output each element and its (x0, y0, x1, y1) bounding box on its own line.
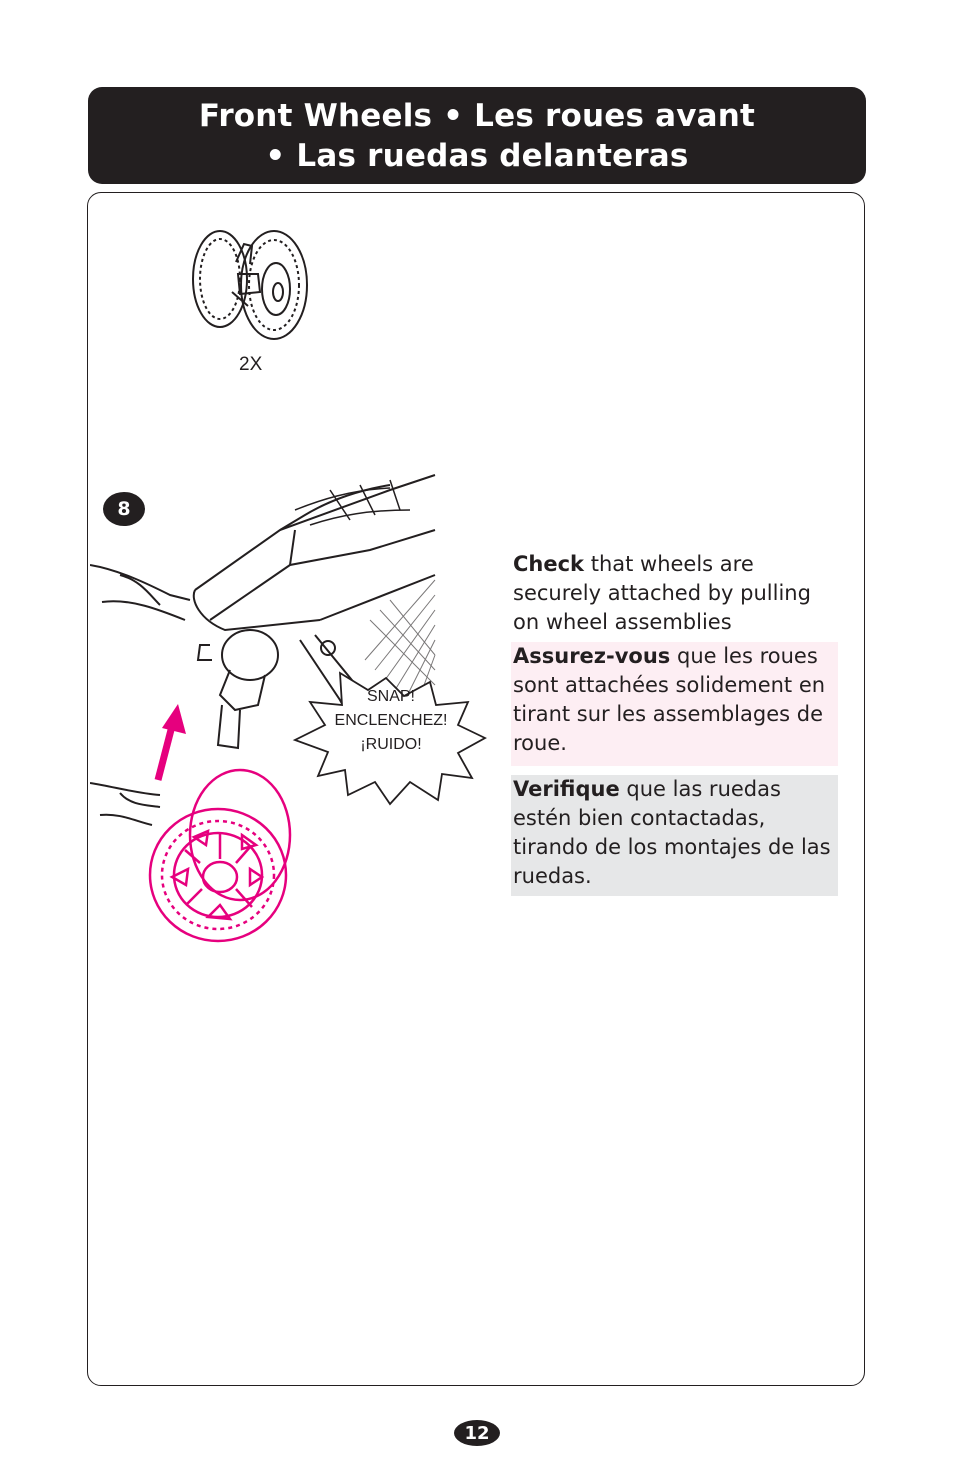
burst-line-fr: ENCLENCHEZ! (334, 712, 448, 729)
page-header (88, 87, 866, 184)
page-number: 12 (454, 1420, 500, 1446)
burst-line-en: SNAP! (366, 688, 415, 705)
front-wheel-illustration (90, 765, 305, 945)
instruction-french-lead: Assurez-vous (513, 644, 671, 668)
instruction-spanish-lead: Verifique (513, 777, 620, 801)
instruction-spanish-text: que las ruedas estén bien contactadas, tirando de los montajes de las ruedas. (513, 777, 831, 888)
burst-line-es: ¡RUIDO! (360, 736, 422, 753)
instruction-english-lead: Check (513, 552, 585, 576)
instruction-french-text: que les roues sont attachées solidement en tirant sur les assemblages de roue. (513, 644, 826, 755)
step-number-badge: 8 (103, 492, 145, 526)
header-title-line1: Front Wheels • Les roues avant (198, 97, 756, 134)
instruction-english-text: that wheels are securely attached by pulling on wheel assemblies (513, 552, 811, 634)
wheel-pair-illustration (188, 222, 314, 344)
snap-burst-text (316, 685, 466, 757)
instruction-french (511, 642, 838, 766)
quantity-label: 2X (239, 354, 263, 375)
header-title-line2: • Las ruedas delanteras (265, 137, 689, 174)
instruction-english (511, 550, 838, 637)
instruction-spanish (511, 775, 838, 896)
